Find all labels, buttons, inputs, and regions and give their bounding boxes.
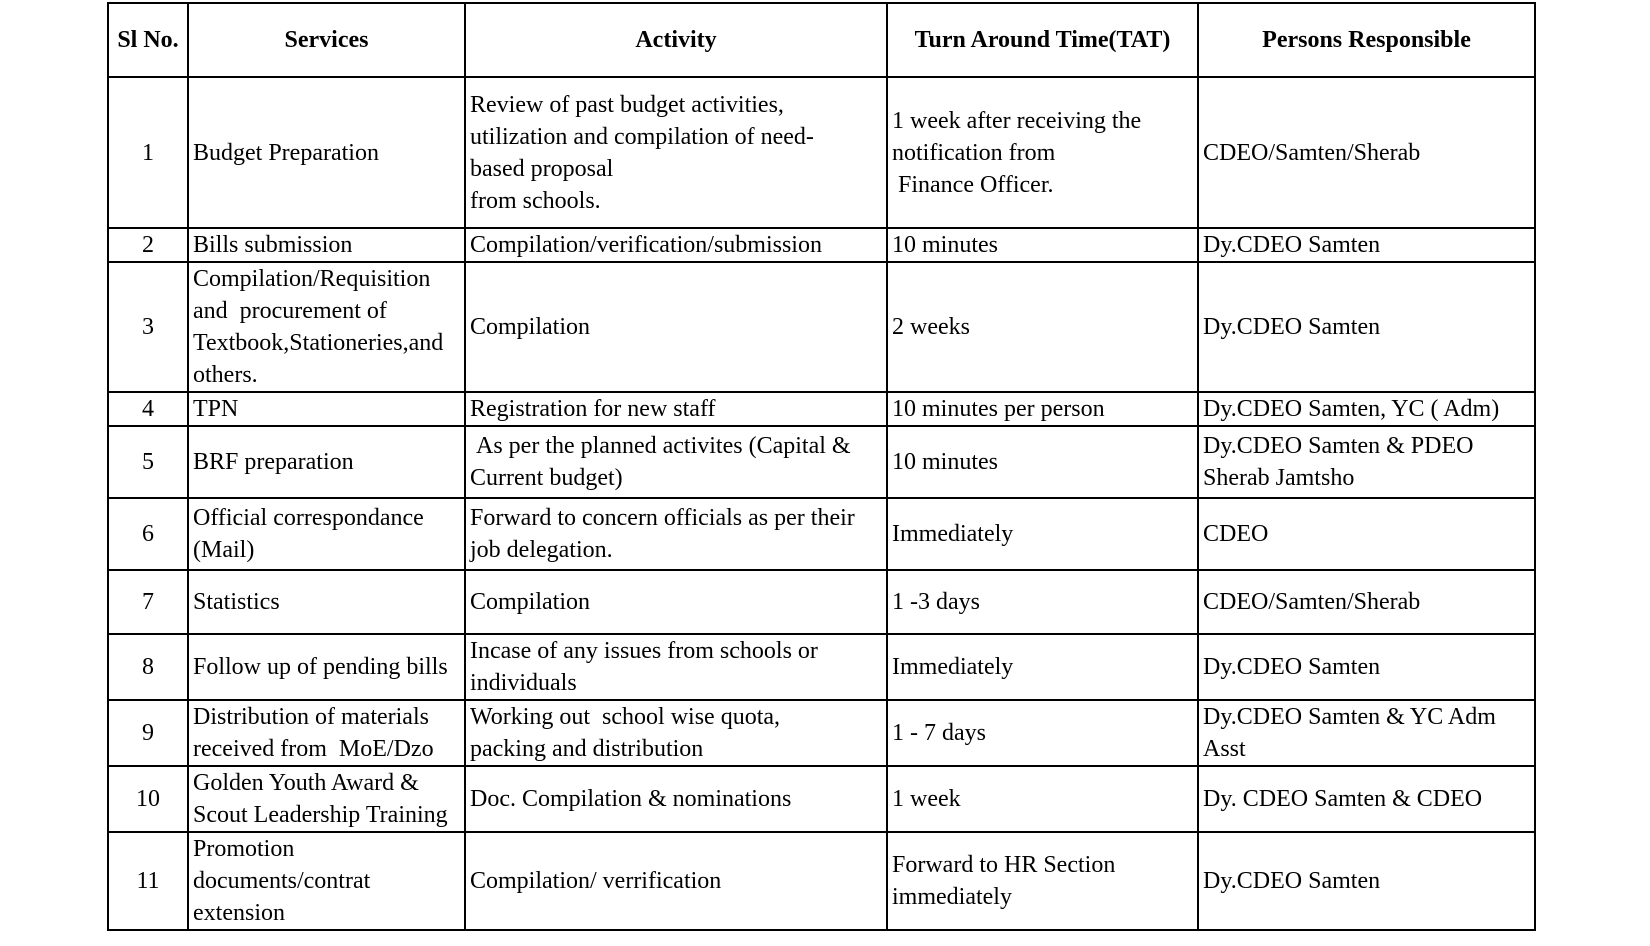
- cell-activity: Doc. Compilation & nominations: [465, 766, 887, 832]
- cell-service: Statistics: [188, 570, 465, 634]
- cell-tat: Immediately: [887, 634, 1198, 700]
- cell-service: Golden Youth Award & Scout Leadership Training: [188, 766, 465, 832]
- cell-tat: 1 week: [887, 766, 1198, 832]
- cell-person: Dy.CDEO Samten: [1198, 262, 1535, 392]
- cell-tat: 2 weeks: [887, 262, 1198, 392]
- cell-service: BRF preparation: [188, 426, 465, 498]
- cell-tat: 10 minutes: [887, 228, 1198, 262]
- cell-person: CDEO/Samten/Sherab: [1198, 570, 1535, 634]
- cell-sl-no: 8: [108, 634, 188, 700]
- cell-sl-no: 3: [108, 262, 188, 392]
- cell-service: Budget Preparation: [188, 77, 465, 228]
- table-row: [108, 77, 1535, 228]
- header-tat: Turn Around Time(TAT): [887, 3, 1198, 77]
- table-row: [108, 392, 1535, 426]
- cell-activity: Working out school wise quota, packing and distribution: [465, 700, 887, 766]
- header-sl-no: Sl No.: [108, 3, 188, 77]
- header-row: [108, 3, 1535, 77]
- table-row: [108, 766, 1535, 832]
- cell-tat: Immediately: [887, 498, 1198, 570]
- header-services: Services: [188, 3, 465, 77]
- table-row: [108, 262, 1535, 392]
- cell-tat: 10 minutes per person: [887, 392, 1198, 426]
- cell-service: Bills submission: [188, 228, 465, 262]
- table-row: [108, 832, 1535, 930]
- cell-sl-no: 2: [108, 228, 188, 262]
- cell-sl-no: 11: [108, 832, 188, 930]
- cell-service: Follow up of pending bills: [188, 634, 465, 700]
- cell-person: CDEO: [1198, 498, 1535, 570]
- table-row: [108, 426, 1535, 498]
- cell-person: Dy.CDEO Samten: [1198, 634, 1535, 700]
- cell-activity: Compilation: [465, 262, 887, 392]
- cell-sl-no: 9: [108, 700, 188, 766]
- cell-sl-no: 10: [108, 766, 188, 832]
- table-row: [108, 634, 1535, 700]
- cell-tat: 10 minutes: [887, 426, 1198, 498]
- cell-service: Promotion documents/contrat extension: [188, 832, 465, 930]
- cell-activity: As per the planned activites (Capital & Current budget): [465, 426, 887, 498]
- cell-sl-no: 5: [108, 426, 188, 498]
- cell-service: TPN: [188, 392, 465, 426]
- cell-person: Dy.CDEO Samten: [1198, 228, 1535, 262]
- table-row: [108, 498, 1535, 570]
- cell-sl-no: 6: [108, 498, 188, 570]
- cell-service: Distribution of materials received from MoE/Dzo: [188, 700, 465, 766]
- table-row: [108, 700, 1535, 766]
- cell-person: Dy.CDEO Samten & PDEO Sherab Jamtsho: [1198, 426, 1535, 498]
- cell-activity: Compilation: [465, 570, 887, 634]
- cell-tat: Forward to HR Section immediately: [887, 832, 1198, 930]
- cell-activity: Compilation/ verrification: [465, 832, 887, 930]
- cell-service: Compilation/Requisition and procurement of Textbook,Stationeries,and others.: [188, 262, 465, 392]
- cell-person: Dy.CDEO Samten & YC Adm Asst: [1198, 700, 1535, 766]
- cell-service: Official correspondance (Mail): [188, 498, 465, 570]
- cell-activity: Compilation/verification/submission: [465, 228, 887, 262]
- cell-activity: Review of past budget activities, utilization and compilation of need- based proposal from schools.: [465, 77, 887, 228]
- services-table: [107, 2, 1536, 931]
- cell-activity: Incase of any issues from schools or individuals: [465, 634, 887, 700]
- table-row: [108, 570, 1535, 634]
- cell-sl-no: 7: [108, 570, 188, 634]
- header-activity: Activity: [465, 3, 887, 77]
- cell-person: Dy.CDEO Samten: [1198, 832, 1535, 930]
- cell-tat: 1 week after receiving the notification from Finance Officer.: [887, 77, 1198, 228]
- cell-activity: Registration for new staff: [465, 392, 887, 426]
- cell-sl-no: 4: [108, 392, 188, 426]
- cell-activity: Forward to concern officials as per their job delegation.: [465, 498, 887, 570]
- cell-person: CDEO/Samten/Sherab: [1198, 77, 1535, 228]
- header-persons-responsible: Persons Responsible: [1198, 3, 1535, 77]
- cell-person: Dy. CDEO Samten & CDEO: [1198, 766, 1535, 832]
- table-row: [108, 228, 1535, 262]
- cell-sl-no: 1: [108, 77, 188, 228]
- cell-tat: 1 - 7 days: [887, 700, 1198, 766]
- cell-tat: 1 -3 days: [887, 570, 1198, 634]
- cell-person: Dy.CDEO Samten, YC ( Adm): [1198, 392, 1535, 426]
